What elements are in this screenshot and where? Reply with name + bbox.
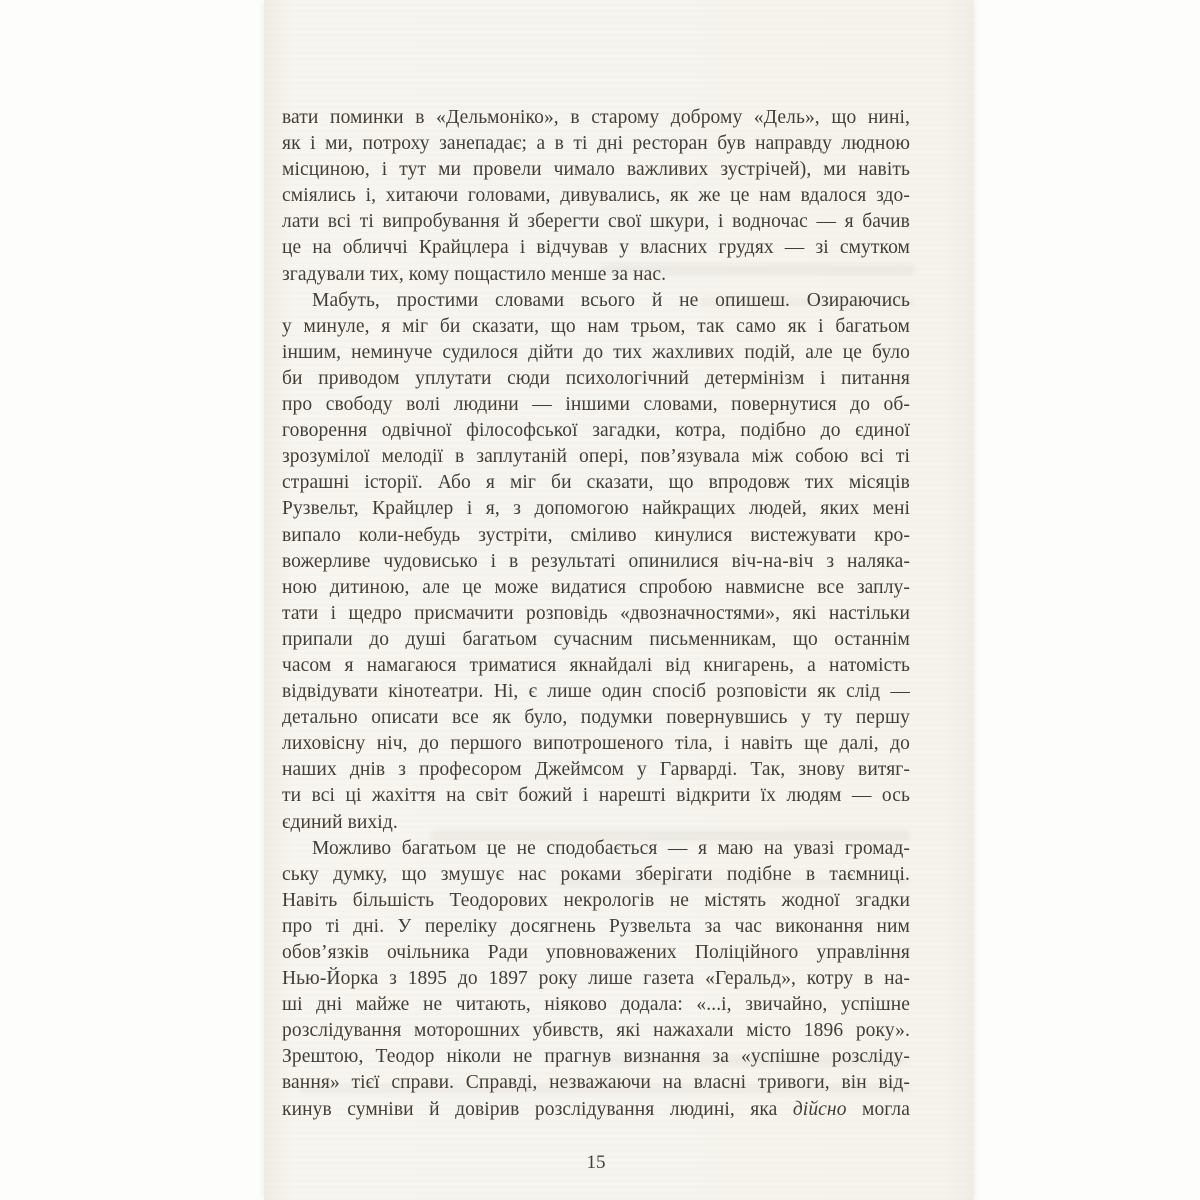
page-number: 15 [586,1152,606,1173]
text-line: детально описати все як було, подумки повернувшись у ту першу [282,707,910,729]
text-line: ною дитиною, але це може видатися спробою навмисне все заплу- [282,576,910,598]
text-line: тати і щедро присмачити розповідь «двозначностями», які настільки [282,602,910,624]
text-line: згадували тих, кому пощастило менше за нас. [282,263,667,285]
text-line: лати всі ті випробування й зберегти свої шкури, і водночас — я бачив [282,211,910,233]
text-line: припали до душі багатьом сучасним письменникам, що останнім [282,628,910,650]
paragraph [282,105,910,288]
text-line: вожерливе чудовисько і в результаті опинилися віч-на-віч з наляка- [282,550,910,572]
text-block [282,105,910,1123]
text-line: говорення одвічної філософської загадки, котра, подібно до єдиної [282,420,910,442]
text-line: лиховісну ніч, до першого випотрошеного тіла, і навіть ще далі, до [282,733,910,755]
text-line: сміялись і, хитаючи головами, дивувались, як же це нам вдалося здо- [282,185,910,207]
text-line: Зрештою, Теодор ніколи не прагнув визнання за «успішне розсліду- [282,1046,910,1068]
text-line: вати поминки в «Дельмоніко», в старому доброму «Дель», що нині, [282,107,910,128]
text-line: випало коли-небудь зустріти, сміливо кинулися вистежувати кро- [282,524,910,546]
text-line: зрозумілої мелодії в заплутаній опері, пов’язувала між собою всі ті [282,446,910,468]
text-line: про свободу волі людини — іншими словами, повернутися до об- [282,394,910,416]
text-line: Навіть більшість Теодорових некрологів не містять жодної згадки [282,889,910,911]
text-line: єдиний вихід. [282,811,398,833]
text-line: ші дні майже не читають, ніяково додала: «...і, звичайно, успішне [282,994,910,1016]
text-line: Можливо багатьом це не сподобається — я маю на увазі громад- [312,837,910,859]
text-line: як і ми, потроху занепадає; а в ті дні ресторан був направду людною [282,133,910,155]
paragraph [282,836,910,1123]
text-line: би приводом уплутати сюди психологічний детермінізм і питання [282,367,910,389]
text-line: про ті дні. У переліку досягнень Рузвельта за час виконання ним [282,915,910,937]
text-line: іншим, неминуче судилося дійти до тих жахливих подій, але це було [282,341,910,363]
text-line: місциною, і тут ми провели чимало важливих зустрічей), ми навіть [282,159,910,181]
book-page [264,0,974,1200]
text-line: розслідування моторошних убивств, які нажахали місто 1896 року». [282,1020,910,1042]
text-line: відвідувати кінотеатри. Ні, є лише один спосіб розповісти як слід — [282,681,910,703]
text-line: ську думку, що змушує нас роками зберігати подібне в таємниці. [282,863,910,885]
paragraph [282,288,910,836]
text-line: у минуле, я міг би сказати, що нам трьом, так само як і багатьом [282,315,910,337]
text-line: вання» тієї справи. Справді, незважаючи на власні тривоги, він від- [282,1072,910,1094]
text-line: часом я намагаюся триматися якнайдалі від книгарень, а натомість [282,654,910,676]
text-line: обов’язків очільника Ради уповноважених Поліційного управління [282,942,910,963]
text-line: ти всі ці жахіття на світ божий і нарешті відкрити їх людям — ось [282,785,910,807]
text-line: Рузвельт, Крайцлер і я, з допомогою найкращих людей, яких мені [282,498,910,520]
text-line: Нью-Йорка з 1895 до 1897 року лише газета «Геральд», котру в на- [282,968,910,990]
text-line: це на обличчі Крайцлера і відчував у власних грудях — зі смутком [282,237,910,259]
text-line: страшні історії. Або я міг би сказати, що впродовж тих місяців [282,472,910,494]
text-line: кинув сумніви й довірив розслідування людині, яка дійсно могла [282,1098,910,1120]
text-line: наших днів з професором Джеймсом у Гарварді. Так, знову витяг- [282,759,910,781]
text-line: Мабуть, простими словами всього й не опишеш. Озираючись [312,289,910,311]
